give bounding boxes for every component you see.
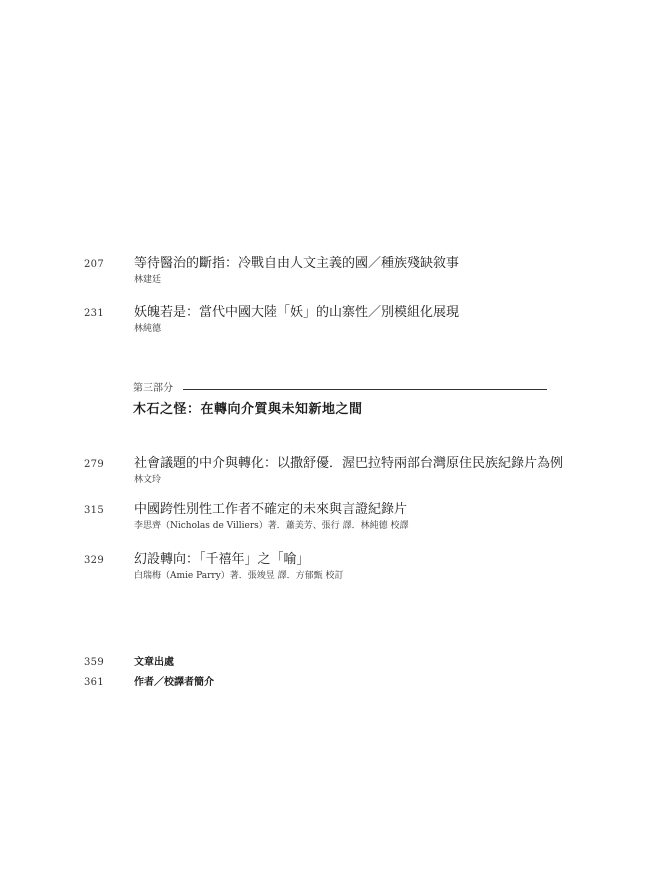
toc-page-number: 329 bbox=[84, 555, 104, 566]
section-label: 第三部分 bbox=[133, 383, 173, 394]
toc-entry-author: 林純德 bbox=[134, 324, 162, 334]
toc-page-number: 359 bbox=[84, 657, 104, 668]
toc-entry-author: 李思齊（Nicholas de Villiers）著．蕭美芳、張行 譯．林純德 校譯 bbox=[134, 521, 409, 531]
toc-entry-title: 中國跨性別性工作者不確定的未來與言證紀錄片 bbox=[134, 502, 408, 517]
toc-page-number: 361 bbox=[84, 677, 104, 688]
toc-entry-author: 林文玲 bbox=[134, 475, 162, 485]
toc-entry-title: 社會議題的中介與轉化：以撒舒優．渥巴拉特兩部台灣原住民族紀錄片為例 bbox=[134, 456, 564, 471]
section-divider bbox=[183, 389, 547, 390]
toc-entry-author: 白瑞梅（Amie Parry）著．張竣昱 譯．方郁甄 校訂 bbox=[134, 571, 344, 581]
toc-entry-title: 文章出處 bbox=[134, 657, 174, 668]
toc-page-number: 315 bbox=[84, 505, 104, 516]
toc-page-number: 231 bbox=[84, 308, 104, 319]
toc-page-number: 207 bbox=[84, 259, 104, 270]
toc-entry-title: 等待醫治的斷指：冷戰自由人文主義的國／種族殘缺敘事 bbox=[134, 256, 460, 271]
toc-page-number: 279 bbox=[84, 459, 104, 470]
section-title: 木石之怪：在轉向介質與未知新地之間 bbox=[133, 402, 363, 417]
toc-entry-author: 林建廷 bbox=[134, 275, 162, 285]
toc-entry-title: 妖魄若是：當代中國大陸「妖」的山寨性／別模組化展現 bbox=[134, 305, 460, 320]
toc-entry-title: 幻設轉向：「千禧年」之「喻」 bbox=[134, 552, 310, 567]
toc-entry-title: 作者／校譯者簡介 bbox=[134, 677, 214, 688]
